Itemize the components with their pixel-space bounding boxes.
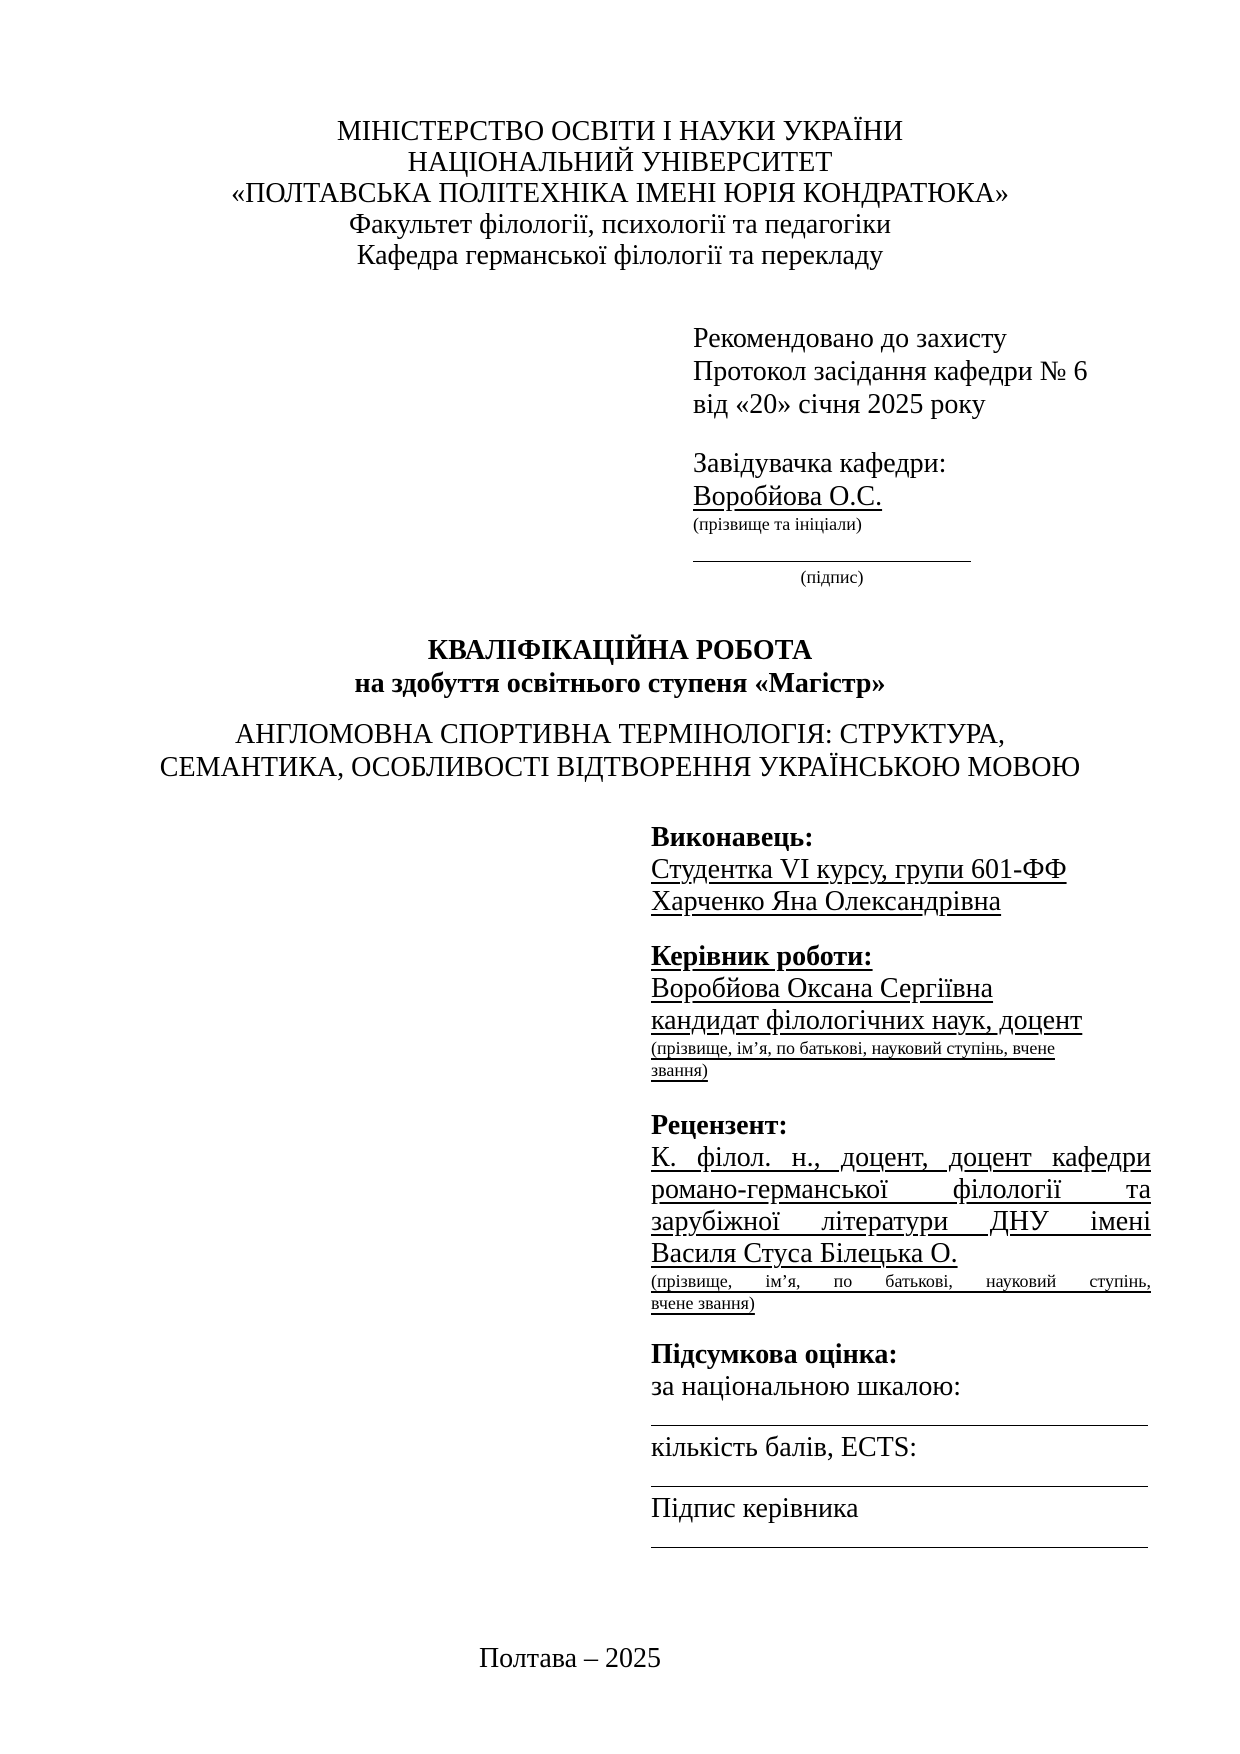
city-year: Полтава – 2025 [478, 1643, 662, 1674]
reviewer-line-4: Василя Стуса Білецька О. [651, 1238, 958, 1269]
topic-line-1: АНГЛОМОВНА СПОРТИВНА ТЕРМІНОЛОГІЯ: СТРУКТУРА, [235, 719, 1005, 750]
reviewer-label: Рецензент: [651, 1110, 788, 1141]
supervisor-signature-blank [651, 1525, 1148, 1548]
ects-label: кількість балів, ECTS: [651, 1432, 918, 1463]
thesis-topic [0, 718, 1240, 784]
reviewer-caption-2: вчене звання) [651, 1293, 755, 1313]
ministry-name: МІНІСТЕРСТВО ОСВІТИ І НАУКИ УКРАЇНИ [336, 116, 904, 147]
supervisor-caption-2: звання) [651, 1060, 708, 1080]
supervisor-caption-1: (прізвище, ім’я, по батькові, науковий ступінь, вчене [651, 1038, 1055, 1058]
supervisor-label: Керівник роботи: [651, 941, 873, 972]
final-grade-block [651, 1339, 1153, 1554]
university-name: «ПОЛТАВСЬКА ПОЛІТЕХНІКА ІМЕНІ ЮРІЯ КОНДРАТЮКА» [231, 178, 1009, 209]
department-name: Кафедра германської філології та перекладу [356, 240, 884, 271]
recommendation-line-3: від «20» січня 2025 року [693, 389, 986, 420]
faculty-name: Факультет філології, психології та педагогіки [349, 209, 891, 240]
supervisor-name: Воробйова Оксана Сергіївна [651, 973, 994, 1004]
supervisor-degree: кандидат філологічних наук, доцент [651, 1005, 1083, 1036]
reviewer-line-3: зарубіжної літератури ДНУ імені [651, 1206, 1151, 1237]
recommendation-line-2: Протокол засідання кафедри № 6 [693, 356, 1088, 387]
recommendation-line-1: Рекомендовано до захисту [693, 323, 1007, 354]
reviewer-line-2: романо-германської філології та [651, 1174, 1151, 1205]
degree-line: на здобуття освітнього ступеня «Магістр» [354, 668, 886, 699]
reviewer-block [651, 1110, 1151, 1314]
topic-line-2: СЕМАНТИКА, ОСОБЛИВОСТІ ВІДТВОРЕННЯ УКРАЇНСЬКОЮ МОВОЮ [159, 752, 1081, 783]
work-title [0, 634, 1240, 700]
head-name-caption: (прізвище та ініціали) [693, 514, 862, 534]
university-type: НАЦІОНАЛЬНИЙ УНІВЕРСИТЕТ [407, 147, 833, 178]
national-scale-label: за національною шкалою: [651, 1371, 962, 1402]
head-label: Завідувачка кафедри: [693, 448, 947, 479]
reviewer-caption-1: (прізвище, ім’я, по батькові, науковий ступінь, [651, 1271, 1151, 1291]
final-grade-label: Підсумкова оцінка: [651, 1339, 898, 1370]
supervisor-block [651, 941, 1153, 1081]
national-scale-blank [651, 1403, 1148, 1426]
performer-name: Харченко Яна Олександрівна [651, 886, 1002, 917]
work-type: КВАЛІФІКАЦІЙНА РОБОТА [427, 635, 813, 666]
supervisor-signature-label: Підпис керівника [651, 1493, 859, 1524]
footer [0, 1643, 1190, 1674]
defense-recommendation [693, 322, 1087, 421]
signature-caption: (підпис) [800, 567, 864, 587]
ects-blank [651, 1464, 1148, 1487]
head-name: Воробйова О.С. [693, 481, 883, 512]
reviewer-line-1: К. філол. н., доцент, доцент кафедри [651, 1142, 1151, 1173]
performer-block [651, 822, 1153, 918]
signature-line [693, 549, 971, 562]
head-of-department-block [693, 447, 971, 588]
performer-label: Виконавець: [651, 822, 814, 853]
institution-header [0, 116, 1240, 271]
performer-group: Студентка VI курсу, групи 601-ФФ [651, 854, 1067, 885]
